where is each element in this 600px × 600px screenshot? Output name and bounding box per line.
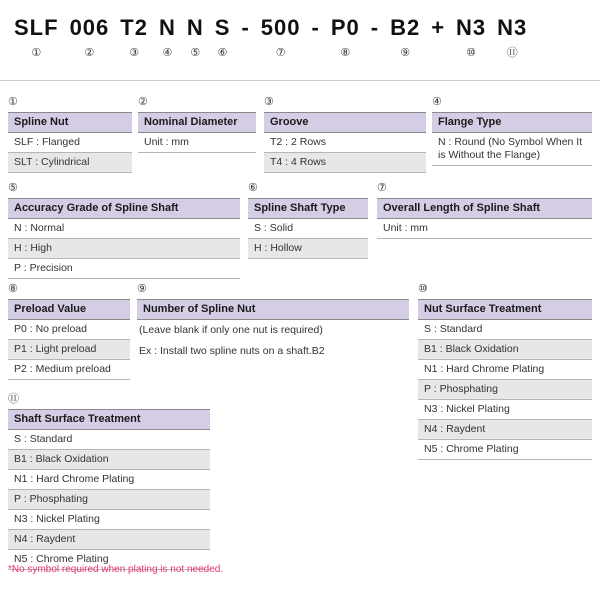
code-token-label: SLF [14, 15, 59, 40]
code-line [14, 16, 527, 60]
section-row: N5 : Chrome Plating [418, 440, 592, 460]
section [264, 96, 426, 173]
code-token [497, 16, 527, 60]
footnote: *No symbol required when plating is not needed. [8, 564, 224, 575]
section-title: Spline Nut [8, 112, 132, 133]
section-number: ⑩ [418, 283, 428, 295]
section-number: ② [138, 96, 148, 108]
code-token-label: + [431, 15, 446, 40]
section [137, 283, 409, 362]
code-token-label: N [158, 15, 176, 40]
section [8, 393, 210, 570]
code-token-marker: ⑦ [275, 47, 286, 60]
section-row: N3 : Nickel Plating [418, 400, 592, 420]
section [248, 182, 368, 259]
section-row: SLF : Flanged [8, 133, 132, 153]
section-number: ⑦ [377, 182, 387, 194]
section-title: Preload Value [8, 299, 130, 320]
code-token [261, 16, 301, 60]
code-token-label: - [241, 15, 250, 40]
section-number: ④ [432, 96, 442, 108]
section-title: Spline Shaft Type [248, 198, 368, 219]
section-row: P : Phosphating [8, 490, 210, 510]
code-token-marker: ⑤ [190, 47, 201, 60]
section-row: N4 : Raydent [8, 530, 210, 550]
section [432, 96, 592, 166]
section [8, 182, 240, 279]
section-row: H : High [8, 239, 240, 259]
section-title: Nut Surface Treatment [418, 299, 592, 320]
section-title: Shaft Surface Treatment [8, 409, 210, 430]
section-row: P0 : No preload [8, 320, 130, 340]
section-number: ⑪ [8, 393, 19, 405]
code-token-label: S [214, 15, 231, 40]
section-row: P2 : Medium preload [8, 360, 130, 380]
section-number: ⑥ [248, 182, 258, 194]
section [8, 96, 132, 173]
code-token-label: B2 [390, 15, 421, 40]
section-title: Flange Type [432, 112, 592, 133]
code-token [14, 16, 59, 60]
section-row: P1 : Light preload [8, 340, 130, 360]
section-title: Nominal Diameter [138, 112, 256, 133]
code-token-label: - [311, 15, 320, 40]
section-title: Groove [264, 112, 426, 133]
section-number: ⑧ [8, 283, 18, 295]
section-row: Unit : mm [377, 219, 592, 239]
section-number: ⑨ [137, 283, 147, 295]
section-row: S : Standard [8, 430, 210, 450]
section-row: N : Normal [8, 219, 240, 239]
code-token [456, 16, 486, 60]
section-row: N1 : Hard Chrome Plating [418, 360, 592, 380]
section [377, 182, 592, 239]
code-separator [371, 16, 379, 60]
section-row: (Leave blank if only one nut is required) [139, 324, 323, 336]
code-token-marker: ⑪ [506, 47, 518, 60]
code-token [331, 16, 360, 60]
code-token [120, 16, 148, 60]
section-row: P : Phosphating [418, 380, 592, 400]
section-row: P : Precision [8, 259, 240, 279]
section-row: T4 : 4 Rows [264, 153, 426, 173]
code-token-marker: ③ [129, 47, 140, 60]
code-separator [431, 16, 445, 60]
section-row: N5 : Chrome Plating [8, 550, 210, 570]
section-number: ③ [264, 96, 274, 108]
code-token [215, 16, 231, 60]
code-token [187, 16, 204, 60]
section-row: Ex : Install two spline nuts on a shaft.B2 [139, 345, 325, 357]
section [8, 283, 130, 380]
code-separator [311, 16, 319, 60]
code-token-label: N3 [497, 15, 528, 40]
section [418, 283, 592, 460]
code-token-label: T2 [120, 15, 148, 40]
code-token-marker: ⑧ [340, 47, 351, 60]
code-separator [241, 16, 249, 60]
code-token [390, 16, 420, 60]
section-row: Unit : mm [138, 133, 256, 153]
section-row: N3 : Nickel Plating [8, 510, 210, 530]
code-token-marker: ⑥ [217, 47, 228, 60]
code-token-marker: ② [84, 47, 95, 60]
code-token-marker: ① [31, 47, 42, 60]
code-token [70, 16, 110, 60]
divider [0, 80, 600, 81]
code-token-marker: ⑩ [466, 47, 477, 60]
section-title: Overall Length of Spline Shaft [377, 198, 592, 219]
code-token-label: N3 [456, 15, 487, 40]
code-token-label: 500 [260, 15, 301, 40]
section-row: H : Hollow [248, 239, 368, 259]
section-row: B1 : Black Oxidation [418, 340, 592, 360]
section-row: N1 : Hard Chrome Plating [8, 470, 210, 490]
section-row: B1 : Black Oxidation [8, 450, 210, 470]
section-row: N4 : Raydent [418, 420, 592, 440]
code-token-marker: ⑨ [400, 47, 411, 60]
section-row: T2 : 2 Rows [264, 133, 426, 153]
code-token-label: - [370, 15, 380, 40]
section-row: SLT : Cylindrical [8, 153, 132, 173]
section-title: Accuracy Grade of Spline Shaft [8, 198, 240, 219]
code-token-label: N [186, 15, 204, 40]
section [138, 96, 256, 153]
code-token-marker: ④ [162, 47, 173, 60]
section-row: N : Round (No Symbol When It is Without the Flange) [432, 133, 592, 166]
section-number: ⑤ [8, 182, 18, 194]
section-title: Number of Spline Nut [137, 299, 409, 320]
section-number: ① [8, 96, 18, 108]
section-row: S : Standard [418, 320, 592, 340]
code-token [159, 16, 176, 60]
code-token-label: 006 [69, 15, 110, 40]
code-token-label: P0 [330, 15, 360, 40]
section-row: S : Solid [248, 219, 368, 239]
